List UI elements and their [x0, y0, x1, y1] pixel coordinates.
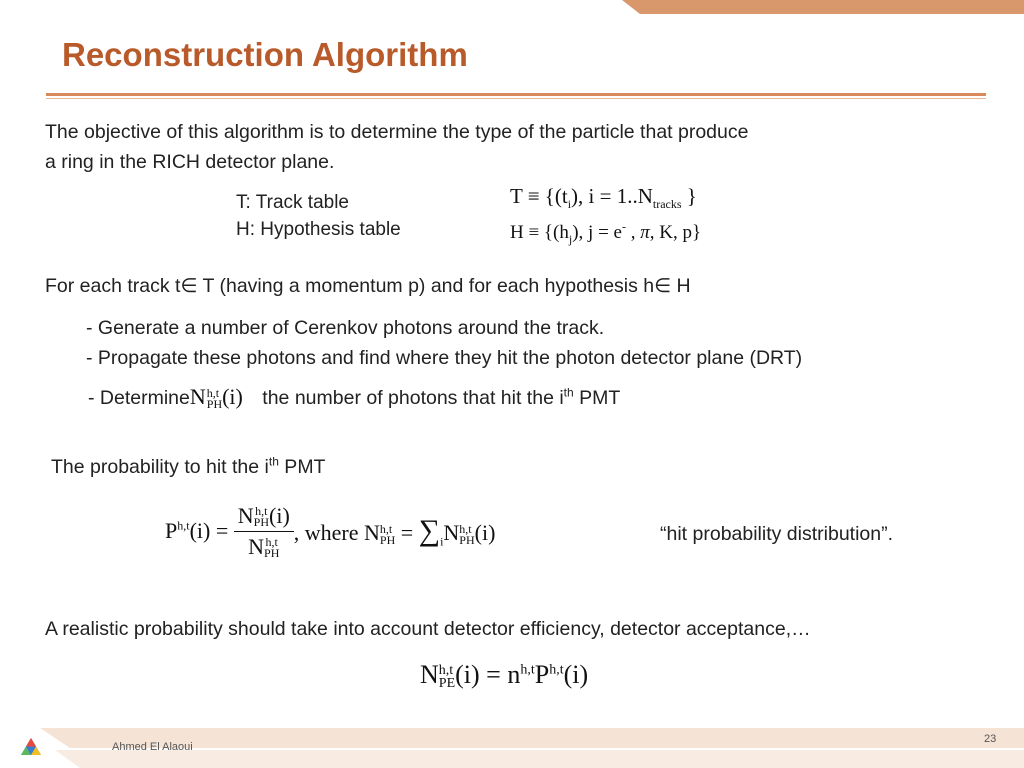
header-decoration	[0, 0, 1024, 20]
bullet-determine-prefix: - Determine	[88, 387, 190, 409]
realistic-line: A realistic probability should take into account detector efficiency, detector acceptance,…	[45, 618, 811, 640]
bullet-determine-suffix	[262, 387, 620, 409]
bullet-propagate: - Propagate these photons and find where they hit the photon detector plane (DRT)	[86, 347, 803, 369]
probability-line-post: PMT	[278, 456, 326, 478]
probability-line	[51, 452, 325, 482]
track-table-label: T: Track table	[236, 192, 349, 213]
footer-author: Ahmed El Alaoui	[112, 741, 193, 753]
institution-logo	[20, 737, 42, 757]
foreach-line: For each track t∈ T (having a momentum p) and for each hypothesis h∈ H	[45, 275, 691, 297]
probability-line-text: The probability to hit the i	[51, 456, 269, 478]
npe-formula: N h,t PE $(i) = n^{h,t}P^{h,t}(i)$	[420, 660, 589, 692]
page-number: 23	[984, 733, 997, 745]
probability-formula: P$^{h,t}$(i) = N h,t PH (i) N h,t PH , where N h,t PH = $\sum_iN$ h,t PH (i)	[165, 502, 496, 561]
bullet-determine-text: the number of photons that hit the i	[262, 387, 564, 409]
slide-title: Reconstruction Algorithm	[62, 36, 468, 73]
hypothesis-table-formula: $H \equiv \{(h_j)$, j = e- , π, K, p}	[510, 219, 702, 246]
intro-line-1: The objective of this algorithm is to determine the type of the particle that produce	[45, 121, 749, 143]
title-rule	[46, 93, 986, 96]
bullet-determine-post: PMT	[573, 387, 621, 409]
title-rule-thin	[46, 98, 986, 99]
bullet-generate: - Generate a number of Cerenkov photons around the track.	[86, 317, 605, 339]
bullet-determine-sup: th	[563, 385, 574, 400]
bullet-determine	[88, 382, 620, 413]
intro-line-2: a ring in the RICH detector plane.	[45, 151, 335, 173]
track-table-formula: $T \equiv \{(t_i)$, $i = 1..N_{tracks}$ }	[510, 184, 697, 212]
hit-probability-label: “hit probability distribution”.	[660, 523, 894, 545]
footer-decoration	[0, 710, 1024, 768]
probability-line-sup: th	[268, 454, 279, 469]
hypothesis-table-label: H: Hypothesis table	[236, 219, 401, 240]
nph-formula: N h,t PH (i)	[189, 384, 243, 411]
